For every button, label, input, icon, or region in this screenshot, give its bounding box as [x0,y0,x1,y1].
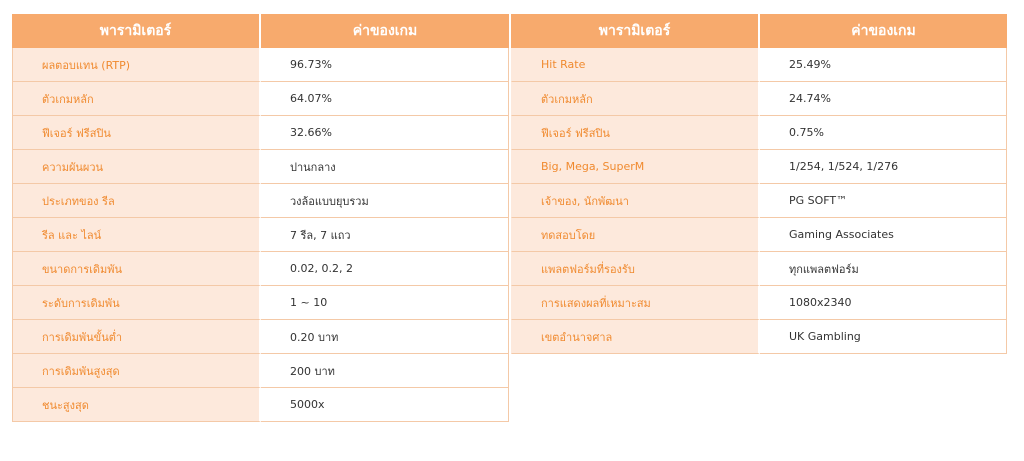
row-label: ชนะสูงสุด [12,388,261,422]
row-value: ปานกลาง [261,150,509,184]
row-value: ทุกแพลตฟอร์ม [760,252,1007,286]
row-value: 0.02, 0.2, 2 [261,252,509,286]
table-row [12,388,509,422]
row-value: 1080x2340 [760,286,1007,320]
header-param: พารามิเตอร์ [12,14,261,48]
row-label: เขตอำนาจศาล [511,320,760,354]
row-label: ตัวเกมหลัก [511,82,760,116]
row-value: PG SOFT™ [760,184,1007,218]
header-value: ค่าของเกม [760,14,1007,48]
table-row [511,184,1007,218]
row-value: UK Gambling [760,320,1007,354]
row-label: ทดสอบโดย [511,218,760,252]
row-value: 25.49% [760,48,1007,82]
row-label: ขนาดการเดิมพัน [12,252,261,286]
row-label: เจ้าของ, นักพัฒนา [511,184,760,218]
table-row [511,150,1007,184]
table-header-row [12,14,509,48]
row-value: 5000x [261,388,509,422]
table-row [511,320,1007,354]
table-row [12,218,509,252]
table-header-row [511,14,1007,48]
row-value: 200 บาท [261,354,509,388]
table-row [511,286,1007,320]
table-row [511,82,1007,116]
left-params-table [12,14,509,422]
table-row [12,320,509,354]
row-label: Big, Mega, SuperM [511,150,760,184]
row-value: 96.73% [261,48,509,82]
row-label: ผลตอบแทน (RTP) [12,48,261,82]
row-label: ความผันผวน [12,150,261,184]
row-label: แพลตฟอร์มที่รองรับ [511,252,760,286]
row-label: ฟีเจอร์ ฟรีสปิน [12,116,261,150]
row-value: 24.74% [760,82,1007,116]
right-params-table [511,14,1007,354]
table-row [12,150,509,184]
table-row [12,184,509,218]
table-row [12,286,509,320]
table-row [12,252,509,286]
row-label: การเดิมพันขั้นต่ำ [12,320,261,354]
row-label: รีล และ ไลน์ [12,218,261,252]
row-value: 1/254, 1/524, 1/276 [760,150,1007,184]
row-value: 7 รีล, 7 แถว [261,218,509,252]
row-value: Gaming Associates [760,218,1007,252]
table-row [511,116,1007,150]
table-row [12,354,509,388]
header-value: ค่าของเกม [261,14,509,48]
row-value: 64.07% [261,82,509,116]
row-value: 0.20 บาท [261,320,509,354]
row-value: วงล้อแบบยุบรวม [261,184,509,218]
row-label: การเดิมพันสูงสุด [12,354,261,388]
row-label: Hit Rate [511,48,760,82]
table-row [12,116,509,150]
row-label: ตัวเกมหลัก [12,82,261,116]
row-value: 0.75% [760,116,1007,150]
row-label: ฟีเจอร์ ฟรีสปิน [511,116,760,150]
row-value: 1 ~ 10 [261,286,509,320]
table-row [511,252,1007,286]
table-row [12,48,509,82]
table-row [511,48,1007,82]
header-param: พารามิเตอร์ [511,14,760,48]
table-row [12,82,509,116]
row-label: ระดับการเดิมพัน [12,286,261,320]
table-row [511,218,1007,252]
row-value: 32.66% [261,116,509,150]
row-label: การแสดงผลที่เหมาะสม [511,286,760,320]
row-label: ประเภทของ รีล [12,184,261,218]
